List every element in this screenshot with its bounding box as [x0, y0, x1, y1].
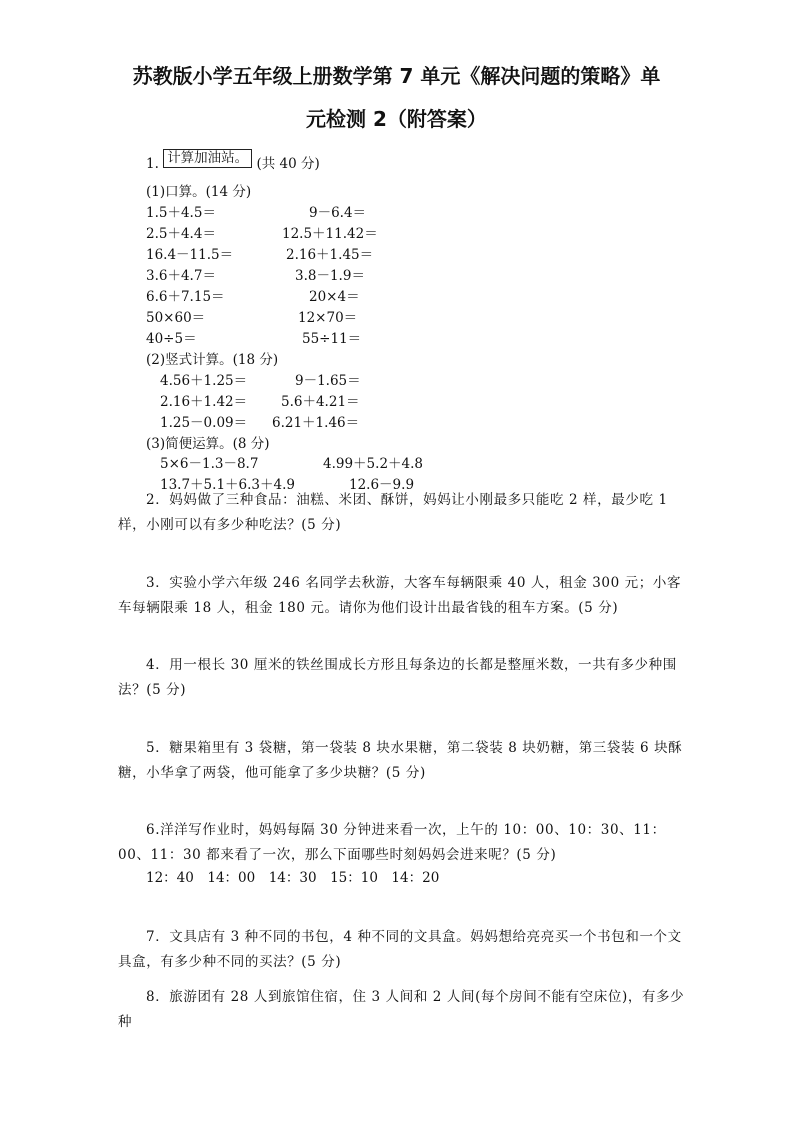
question-3: 3．实验小学六年级 246 名同学去秋游，大客车每辆限乘 40 人，租金 300 元；小客车每辆限乘 18 人，租金 180 元。请你为他们设计出最省钱的租车方案。(5 分): [118, 575, 682, 616]
vertical-calc-right-3: 6.21＋1.46＝: [272, 415, 360, 431]
question-7: 7．文具店有 3 种不同的书包，4 种不同的文具盒。妈妈想给亮亮买一个书包和一个文具盒，有多少种不同的买法？(5 分): [118, 929, 682, 970]
oral-calc-left-3: 16.4－11.5＝: [146, 247, 234, 263]
oral-calc-left-2: 2.5＋4.4＝: [146, 226, 216, 242]
vertical-calc-right-1: 9－1.65＝: [295, 373, 361, 389]
oral-calc-left-1: 1.5＋4.5＝: [146, 205, 216, 221]
q1-header: [146, 152, 320, 174]
oral-calc-left-7: 40÷5＝: [146, 331, 197, 347]
oral-calc-left-4: 3.6＋4.7＝: [146, 268, 216, 284]
oral-calc-right-1: 9－6.4＝: [309, 205, 367, 221]
vertical-calc-right-2: 5.6＋4.21＝: [281, 394, 360, 410]
oral-calc-right-5: 20×4＝: [309, 289, 360, 305]
simplify-calc-right-2: 12.6－9.9: [349, 477, 415, 493]
oral-calc-right-2: 12.5＋11.42＝: [282, 226, 378, 242]
q1-points: (共 40 分): [256, 156, 320, 172]
q1-box-label: 计算加油站。: [163, 149, 252, 168]
vertical-calc-left-2: 2.16＋1.42＝: [160, 394, 248, 410]
vertical-calc-left-1: 4.56＋1.25＝: [160, 373, 248, 389]
page-title-line2: 元检测 2（附答案）: [306, 107, 487, 131]
oral-calc-right-4: 3.8－1.9＝: [295, 268, 365, 284]
simplify-calc-right-1: 4.99＋5.2＋4.8: [323, 456, 423, 472]
question-6-times: 12：40 14：00 14：30 15：10 14：20: [146, 870, 440, 886]
oral-calc-left-6: 50×60＝: [146, 310, 206, 326]
q1-part2-heading: (2)竖式计算。(18 分): [146, 352, 279, 368]
simplify-calc-left-1: 5×6－1.3－8.7: [160, 456, 259, 472]
oral-calc-right-3: 2.16＋1.45＝: [286, 247, 374, 263]
q1-part3-heading: (3)简便运算。(8 分): [146, 436, 270, 452]
q1-number: 1.: [146, 156, 159, 172]
page-title-line1: 苏教版小学五年级上册数学第 7 单元《解决问题的策略》单: [132, 64, 661, 88]
question-8: 8．旅游团有 28 人到旅馆住宿，住 3 人间和 2 人间(每个房间不能有空床位)，有多少种: [118, 989, 685, 1030]
question-2: 2．妈妈做了三种食品：油糕、米团、酥饼，妈妈让小刚最多只能吃 2 样，最少吃 1 样，小刚可以有多少种吃法？(5 分): [118, 492, 668, 533]
question-5: 5．糖果箱里有 3 袋糖，第一袋装 8 块水果糖，第二袋装 8 块奶糖，第三袋装 6 块酥糖，小华拿了两袋，他可能拿了多少块糖？(5 分): [118, 740, 683, 781]
oral-calc-left-5: 6.6＋7.15＝: [146, 289, 225, 305]
simplify-calc-left-2: 13.7＋5.1＋6.3＋4.9: [160, 477, 295, 493]
q1-part1-heading: (1)口算。(14 分): [146, 184, 252, 200]
oral-calc-right-6: 12×70＝: [298, 310, 358, 326]
oral-calc-right-7: 55÷11＝: [302, 331, 362, 347]
vertical-calc-left-3: 1.25－0.09＝: [160, 415, 248, 431]
question-4: 4．用一根长 30 厘米的铁丝围成长方形且每条边的长都是整厘米数，一共有多少种围法？(5 分): [118, 657, 677, 698]
question-6: 6.洋洋写作业时，妈妈每隔 30 分钟进来看一次，上午的 10：00、10：30、11：00、11：30 都来看了一次，那么下面哪些时刻妈妈会进来呢？(5 分): [118, 822, 666, 863]
